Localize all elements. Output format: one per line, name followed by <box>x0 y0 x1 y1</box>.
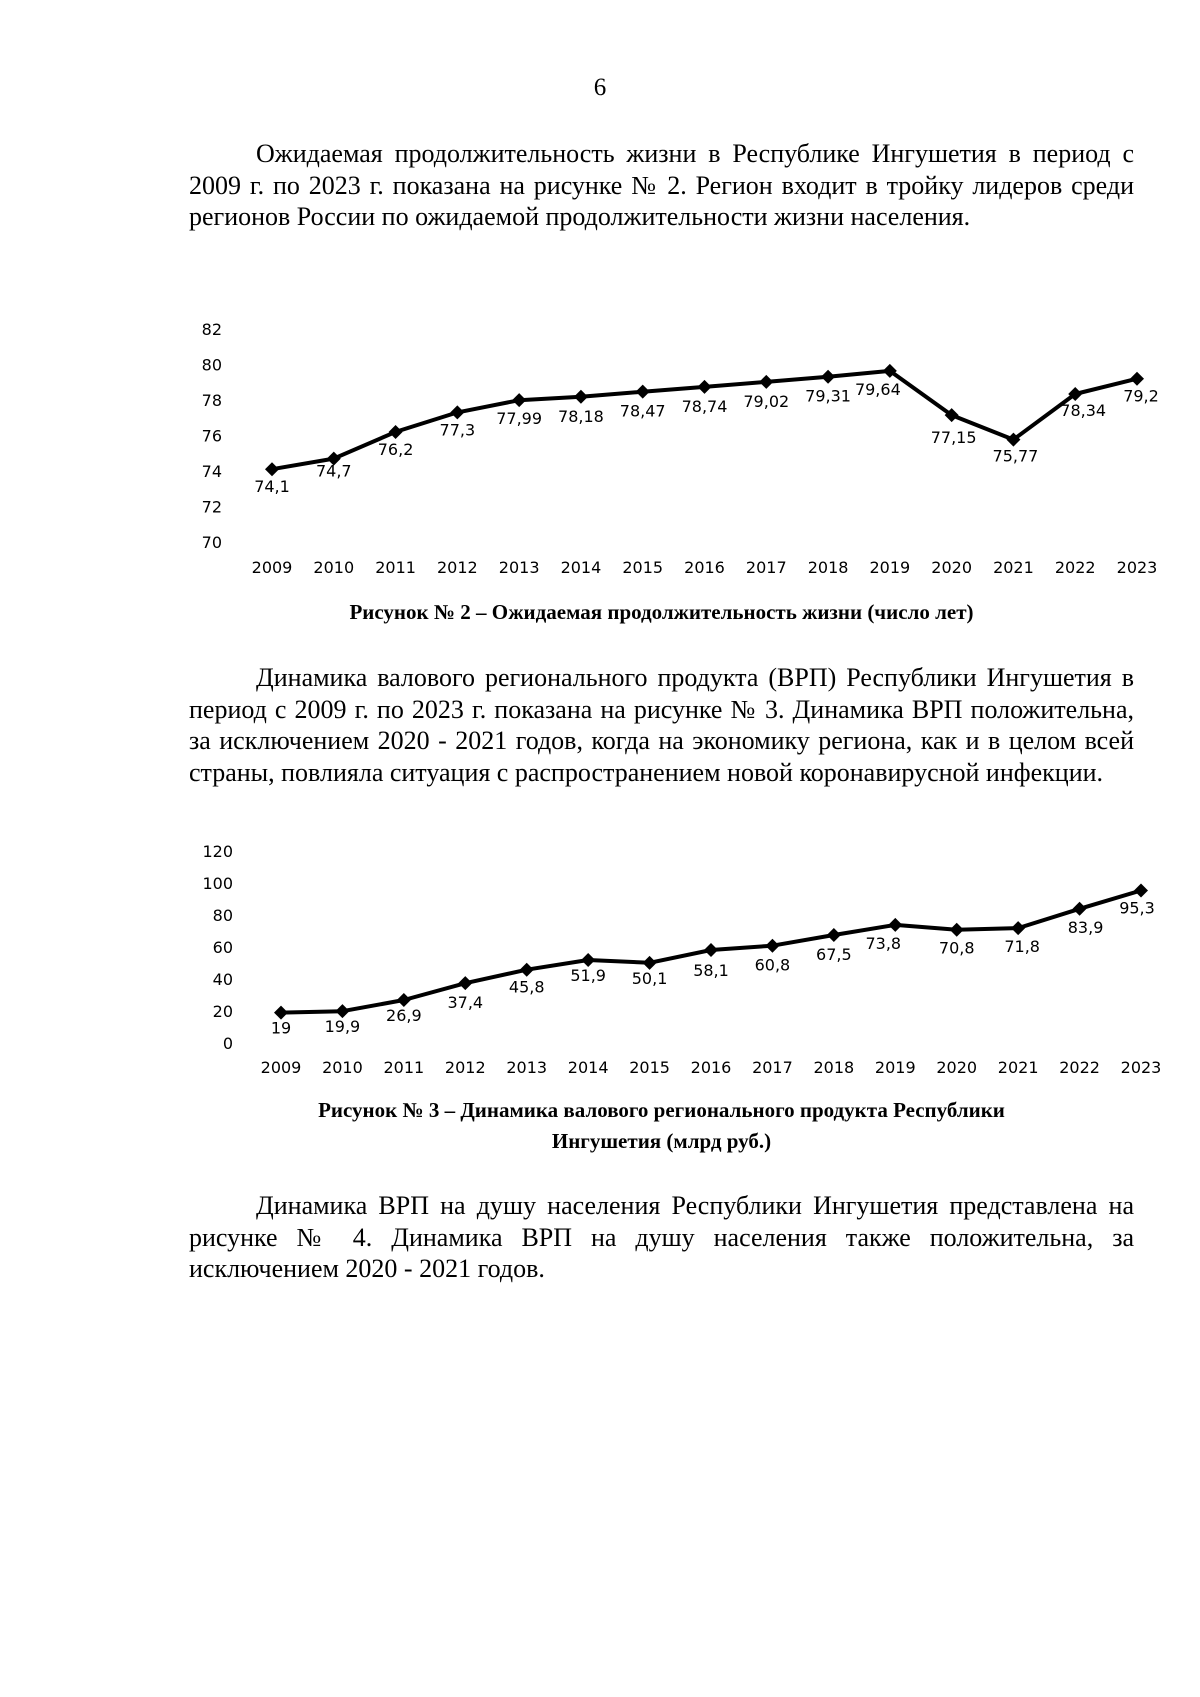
x-tick-label: 2013 <box>498 558 540 577</box>
data-point-marker <box>458 976 472 990</box>
x-tick-label: 2015 <box>622 558 664 577</box>
data-label: 51,9 <box>570 965 606 985</box>
data-point-marker <box>397 993 411 1007</box>
data-point-marker <box>704 943 718 957</box>
data-point-marker <box>765 939 779 953</box>
data-label: 77,99 <box>496 409 543 429</box>
x-tick-label: 2018 <box>813 1058 855 1077</box>
data-label: 78,34 <box>1060 400 1107 420</box>
data-point-marker <box>698 380 712 394</box>
data-label: 74,1 <box>254 477 290 497</box>
data-point-marker <box>821 370 835 384</box>
data-label: 74,7 <box>315 461 352 481</box>
y-tick-label: 76 <box>201 426 222 446</box>
paragraph-grp-per-capita: Динамика ВРП на душу населения Республики Ингушетия представлена на рисунке № 4. Динамика ВРП на душу населения также положительна, за исключением 2020 - 2021 годов. <box>189 1191 1134 1283</box>
y-tick-label: 80 <box>212 906 233 925</box>
data-label: 77,3 <box>439 420 476 440</box>
x-tick-label: 2019 <box>869 558 911 577</box>
data-point-marker <box>335 1004 349 1018</box>
data-label: 67,5 <box>816 945 852 964</box>
data-point-marker <box>950 923 964 937</box>
data-label: 79,64 <box>854 379 901 399</box>
data-point-marker <box>520 963 534 977</box>
paragraph-life-expectancy: Ожидаемая продолжительность жизни в Республике Ингушетия в период с 2009 г. по 2023 г. показана на рисунке № 2. Регион входит в тройку лидеров среди регионов России по ожидаемой продолжительности жизни населения. <box>189 139 1134 231</box>
data-point-marker <box>888 918 902 932</box>
x-tick-label: 2020 <box>931 558 973 577</box>
y-tick-label: 72 <box>201 497 222 517</box>
y-tick-label: 0 <box>222 1034 233 1053</box>
x-tick-label: 2010 <box>322 1058 363 1077</box>
x-tick-label: 2012 <box>436 558 478 577</box>
data-label: 77,15 <box>930 428 977 448</box>
grp-chart <box>0 830 1200 1080</box>
data-label: 73,8 <box>865 933 902 953</box>
page-number: 6 <box>593 74 607 101</box>
x-tick-label: 2016 <box>684 558 725 577</box>
data-point-marker <box>1134 884 1148 898</box>
x-tick-label: 2009 <box>251 558 293 577</box>
x-tick-label: 2019 <box>874 1058 916 1077</box>
x-tick-label: 2014 <box>560 558 602 577</box>
y-tick-label: 70 <box>201 533 222 552</box>
data-label: 70,8 <box>938 938 975 958</box>
data-label: 79,02 <box>743 391 790 411</box>
x-tick-label: 2016 <box>690 1058 732 1077</box>
x-tick-label: 2011 <box>375 558 416 577</box>
x-tick-label: 2022 <box>1054 558 1096 577</box>
data-point-marker <box>1130 372 1144 386</box>
x-tick-label: 2015 <box>629 1058 670 1077</box>
data-label: 78,18 <box>558 406 604 426</box>
y-tick-label: 82 <box>201 320 222 339</box>
figure-3-caption <box>189 1095 1134 1157</box>
y-tick-label: 74 <box>201 462 222 481</box>
y-tick-label: 60 <box>212 938 233 957</box>
x-tick-label: 2020 <box>936 1058 978 1077</box>
y-tick-label: 80 <box>201 355 222 375</box>
data-point-marker <box>643 956 657 970</box>
data-point-marker <box>827 928 841 942</box>
x-tick-label: 2014 <box>567 1058 609 1077</box>
data-label: 50,1 <box>631 968 668 988</box>
y-tick-label: 40 <box>212 970 233 989</box>
x-tick-label: 2021 <box>993 558 1034 577</box>
y-tick-label: 120 <box>202 842 233 861</box>
x-tick-label: 2018 <box>807 558 849 577</box>
data-point-marker <box>574 390 588 404</box>
data-point-marker <box>759 375 773 389</box>
data-label: 45,8 <box>508 977 545 997</box>
data-label: 58,1 <box>693 961 729 981</box>
data-label: 76,2 <box>377 439 414 459</box>
x-tick-label: 2021 <box>997 1058 1039 1077</box>
x-tick-label: 2023 <box>1120 1058 1162 1077</box>
x-tick-label: 2012 <box>444 1058 486 1077</box>
x-tick-label: 2017 <box>745 558 787 577</box>
paragraph-grp: Динамика валового регионального продукта (ВРП) Республики Ингушетия в период с 2009 г. по 2023 г. показана на рисунке № 3. Динамика ВРП положительна, за исключением 2020 - 2021 годов, когда на экономику региона, как и в целом всей страны, повлияла ситуация с распространением новой коронавирусной инфекции. <box>189 663 1134 787</box>
data-label: 19,9 <box>324 1017 361 1037</box>
data-label: 75,77 <box>992 446 1039 466</box>
data-point-marker <box>389 425 403 439</box>
data-label: 95,3 <box>1119 898 1155 918</box>
y-tick-label: 100 <box>202 874 233 893</box>
x-tick-label: 2010 <box>313 558 355 577</box>
x-tick-label: 2017 <box>752 1058 793 1077</box>
data-label: 37,4 <box>447 993 484 1013</box>
data-label: 79,31 <box>805 386 851 406</box>
data-label: 71,8 <box>1004 937 1040 957</box>
x-tick-label: 2022 <box>1059 1058 1100 1077</box>
x-tick-label: 2009 <box>260 1058 302 1077</box>
figure-3-caption-line-2: Ингушетия (млрд руб.) <box>551 1129 772 1153</box>
data-point-marker <box>1073 902 1087 916</box>
data-label: 79,2 <box>1123 386 1159 406</box>
data-label: 26,9 <box>386 1005 422 1025</box>
data-point-marker <box>581 953 595 967</box>
y-tick-label: 20 <box>212 1002 233 1021</box>
y-tick-label: 78 <box>201 391 222 410</box>
life-expectancy-chart <box>0 300 1200 580</box>
data-point-marker <box>274 1006 288 1020</box>
data-point-marker <box>265 462 279 476</box>
data-label: 83,9 <box>1067 917 1104 937</box>
data-label: 19 <box>270 1018 292 1038</box>
figure-3-caption-line-1: Рисунок № 3 – Динамика валового регионального продукта Республики <box>318 1098 1005 1122</box>
data-point-marker <box>1011 921 1025 935</box>
data-label: 60,8 <box>754 955 791 975</box>
data-point-marker <box>450 405 464 419</box>
x-tick-label: 2013 <box>506 1058 548 1077</box>
data-point-marker <box>512 393 526 407</box>
data-point-marker <box>636 385 650 399</box>
x-tick-label: 2023 <box>1116 558 1158 577</box>
figure-2-caption: Рисунок № 2 – Ожидаемая продолжительность жизни (число лет) <box>349 600 974 624</box>
data-label: 78,74 <box>681 396 728 416</box>
data-label: 78,47 <box>619 401 666 421</box>
x-tick-label: 2011 <box>383 1058 425 1077</box>
